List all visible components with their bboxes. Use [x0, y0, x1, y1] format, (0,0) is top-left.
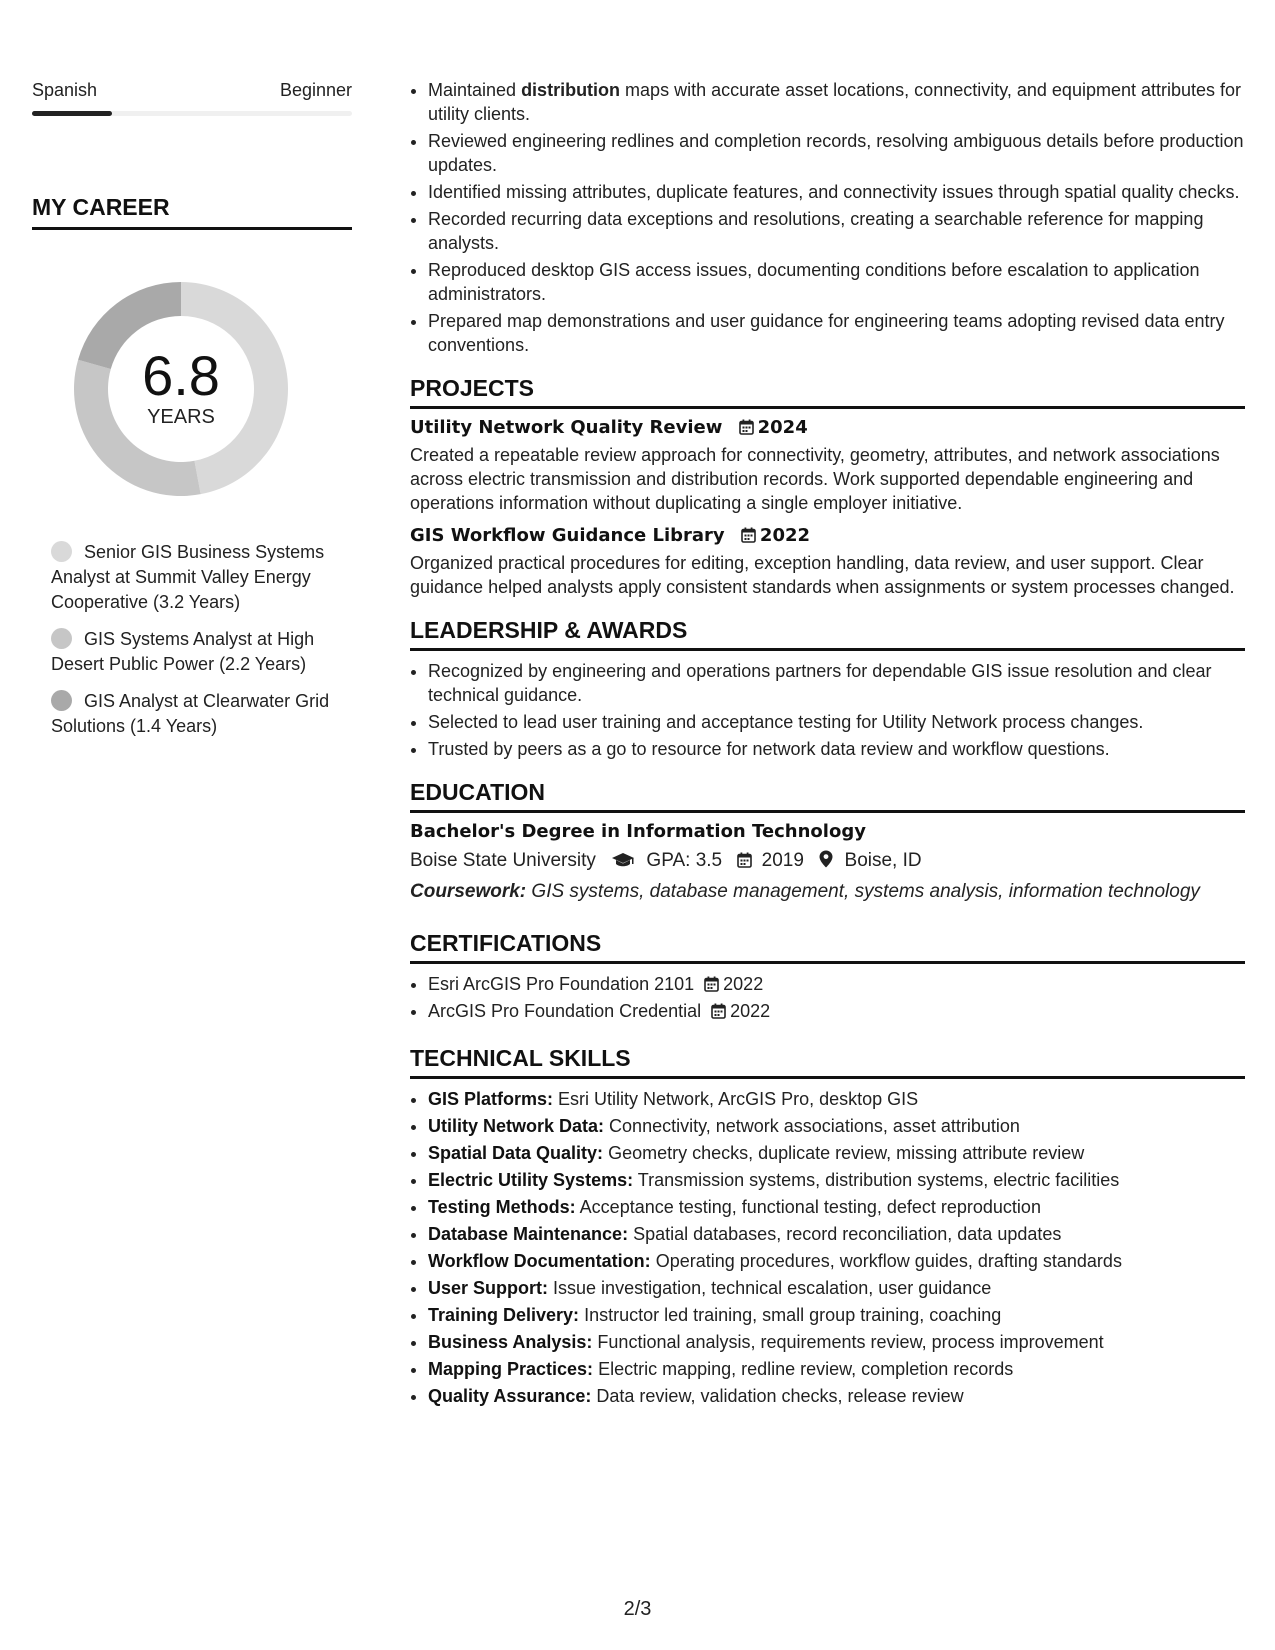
skill-value: Esri Utility Network, ArcGIS Pro, desktop GIS	[558, 1089, 919, 1109]
project-title-row	[410, 525, 1245, 546]
certification-year: 2022	[723, 974, 764, 994]
leadership-list	[410, 659, 1245, 761]
skill-item	[428, 1087, 1245, 1111]
skill-item	[428, 1114, 1245, 1138]
career-legend-label: Senior GIS Business Systems Analyst at Summit Valley Energy Cooperative (3.2 Years)	[51, 542, 325, 612]
total-years-unit: YEARS	[147, 406, 215, 428]
project-year: 2022	[759, 525, 811, 546]
leadership-item: • Recognized by engineering and operations partners for dependable GIS issue resolution and clear technical guidance.	[428, 659, 1245, 707]
education-coursework	[410, 880, 1245, 904]
main-column	[410, 78, 1245, 1411]
language-proficiency-fill	[32, 111, 112, 116]
education-heading: EDUCATION	[410, 779, 1245, 813]
education-school: Boise State University	[410, 850, 596, 871]
skill-item	[428, 1276, 1245, 1300]
skill-value: Data review, validation checks, release review	[596, 1386, 964, 1406]
education-degree: Bachelor's Degree in Information Technology	[410, 821, 866, 842]
legend-dot	[51, 541, 72, 562]
skill-value: Connectivity, network associations, asset attribution	[609, 1116, 1020, 1136]
skill-item	[428, 1303, 1245, 1327]
graduation-cap-icon	[611, 852, 635, 868]
certification-year: 2022	[730, 1001, 771, 1021]
career-legend-label: GIS Systems Analyst at High Desert Public Power (2.2 Years)	[51, 629, 315, 674]
bullet-text: Maintained	[428, 80, 522, 100]
skill-value: Operating procedures, workflow guides, drafting standards	[655, 1251, 1122, 1271]
page-number: 2/3	[623, 1598, 652, 1620]
experience-bullet: • Reproduced desktop GIS access issues, documenting conditions before escalation to application administrators.	[428, 258, 1245, 306]
certifications-list	[410, 972, 1245, 1023]
skill-label: Business Analysis:	[428, 1332, 593, 1352]
career-legend-item	[51, 540, 352, 615]
skill-item	[428, 1195, 1245, 1219]
skill-label: Utility Network Data:	[428, 1116, 605, 1136]
skill-value: Electric mapping, redline review, completion records	[598, 1359, 1014, 1379]
sidebar	[32, 80, 352, 751]
certification-name: ArcGIS Pro Foundation Credential	[428, 1001, 702, 1021]
skill-item	[428, 1384, 1245, 1408]
language-row	[32, 80, 352, 101]
skill-value: Instructor led training, small group training, coaching	[584, 1305, 1002, 1325]
experience-bullet: • Prepared map demonstrations and user guidance for engineering teams adopting revised data entry conventions.	[428, 309, 1245, 357]
skill-label: GIS Platforms:	[428, 1089, 554, 1109]
language-name: Spanish	[32, 80, 98, 100]
skill-item	[428, 1141, 1245, 1165]
project-year: 2024	[757, 417, 808, 438]
career-legend	[51, 540, 352, 739]
career-legend-item	[51, 627, 352, 677]
projects-heading: PROJECTS	[410, 375, 1245, 409]
skill-value: Acceptance testing, functional testing, defect reproduction	[579, 1197, 1041, 1217]
skill-item	[428, 1249, 1245, 1273]
legend-dot	[51, 628, 72, 649]
career-heading: MY CAREER	[32, 194, 352, 230]
coursework-label: Coursework:	[410, 881, 527, 902]
calendar-icon	[737, 852, 752, 868]
skill-label: Database Maintenance:	[428, 1224, 629, 1244]
education-year: 2019	[761, 850, 804, 871]
total-years-value: 6.8	[142, 344, 220, 407]
donut-center	[66, 274, 296, 504]
project-description: Organized practical procedures for editing, exception handling, data review, and user support. Clear guidance helped analysts apply consistent standards when assignments or system processes changed.	[410, 553, 1235, 597]
skill-label: Quality Assurance:	[428, 1386, 592, 1406]
calendar-icon	[741, 527, 756, 543]
skill-value: Spatial databases, record reconciliation, data updates	[633, 1224, 1062, 1244]
project-title: Utility Network Quality Review	[410, 417, 723, 438]
calendar-icon	[711, 1003, 726, 1019]
skill-item	[428, 1330, 1245, 1354]
skill-label: Testing Methods:	[428, 1197, 576, 1217]
skill-label: Workflow Documentation:	[428, 1251, 651, 1271]
bullet-text: maps with accurate asset locations, connectivity, and equipment attributes for utility clients.	[428, 80, 1242, 124]
language-level: Beginner	[279, 80, 352, 100]
leadership-item: • Selected to lead user training and acceptance testing for Utility Network process changes.	[428, 710, 1245, 734]
experience-bullet: • Recorded recurring data exceptions and resolutions, creating a searchable reference for mapping analysts.	[428, 207, 1245, 255]
education-gpa: GPA: 3.5	[646, 850, 723, 871]
skill-item	[428, 1357, 1245, 1381]
skill-value: Geometry checks, duplicate review, missing attribute review	[608, 1143, 1085, 1163]
calendar-icon	[704, 976, 719, 992]
skill-item	[428, 1168, 1245, 1192]
skills-list	[410, 1087, 1245, 1408]
project-title: GIS Workflow Guidance Library	[410, 525, 725, 546]
skill-label: Spatial Data Quality:	[428, 1143, 604, 1163]
skill-label: Training Delivery:	[428, 1305, 580, 1325]
education-location: Boise, ID	[844, 850, 922, 871]
leadership-heading: LEADERSHIP & AWARDS	[410, 617, 1245, 651]
skill-label: Electric Utility Systems:	[428, 1170, 634, 1190]
skill-value: Transmission systems, distribution systems, electric facilities	[637, 1170, 1120, 1190]
skill-label: User Support:	[428, 1278, 549, 1298]
skill-value: Issue investigation, technical escalation, user guidance	[553, 1278, 992, 1298]
project-description: Created a repeatable review approach for connectivity, geometry, attributes, and network associations across electric transmission and distribution records. Work supported dependable engineering and operations information without duplicating a single employer initiative.	[410, 445, 1220, 513]
experience-bullet: • Identified missing attributes, duplicate features, and connectivity issues through spatial quality checks.	[428, 180, 1245, 204]
project-title-row	[410, 417, 1245, 438]
experience-bullet: • Reviewed engineering redlines and completion records, resolving ambiguous details before production updates.	[428, 129, 1245, 177]
language-proficiency-bar	[32, 111, 352, 116]
bullet-bold-text: distribution	[521, 80, 621, 100]
skill-item	[428, 1222, 1245, 1246]
skill-label: Mapping Practices:	[428, 1359, 594, 1379]
legend-dot	[51, 690, 72, 711]
career-legend-item	[51, 689, 352, 739]
experience-bullets	[410, 78, 1245, 357]
career-legend-label: GIS Analyst at Clearwater Grid Solutions (1.4 Years)	[51, 691, 330, 736]
certification-name: Esri ArcGIS Pro Foundation 2101	[428, 974, 695, 994]
skill-value: Functional analysis, requirements review, process improvement	[597, 1332, 1104, 1352]
leadership-item: • Trusted by peers as a go to resource for network data review and workflow questions.	[428, 737, 1245, 761]
certification-item	[428, 999, 1245, 1023]
career-donut-chart	[66, 274, 296, 504]
skills-heading: TECHNICAL SKILLS	[410, 1045, 1245, 1079]
experience-bullet	[428, 78, 1245, 126]
calendar-icon	[739, 419, 754, 435]
education-meta	[410, 850, 1245, 872]
coursework-text: GIS systems, database management, systems analysis, information technology	[531, 881, 1200, 902]
certifications-heading: CERTIFICATIONS	[410, 930, 1245, 964]
certification-item	[428, 972, 1245, 996]
map-pin-icon	[819, 850, 833, 868]
